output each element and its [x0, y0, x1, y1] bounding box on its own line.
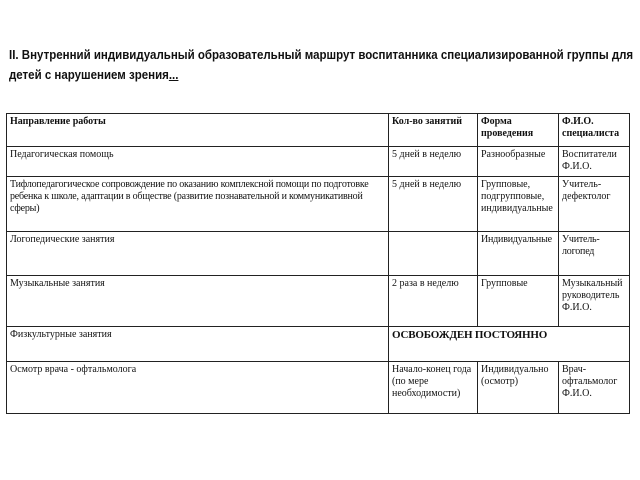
header-count: Кол-во занятий: [389, 114, 478, 147]
cell-specialist: Учитель-логопед: [559, 232, 630, 276]
title-line-1: II. Внутренний индивидуальный образовательный маршрут воспитанника специализированной группы для: [9, 48, 634, 62]
header-form: Форма проведения: [478, 114, 559, 147]
header-specialist: Ф.И.О. специалиста: [559, 114, 630, 147]
table-row: [7, 276, 630, 327]
cell-specialist: Учитель-дефектолог: [559, 177, 630, 232]
table-row: [7, 362, 630, 414]
cell-direction: Логопедические занятия: [7, 232, 389, 276]
cell-form: Индивидуально (осмотр): [478, 362, 559, 414]
cell-specialist: Воспитатели Ф.И.О.: [559, 147, 630, 177]
cell-direction: Педагогическая помощь: [7, 147, 389, 177]
header-direction: Направление работы: [7, 114, 389, 147]
cell-count: 2 раза в неделю: [389, 276, 478, 327]
cell-count: 5 дней в неделю: [389, 177, 478, 232]
cell-count: Начало-конец года (по мере необходимости): [389, 362, 478, 414]
title-line-2-text: детей с нарушением зрения: [9, 68, 169, 82]
cell-merged-status: ОСВОБОЖДЕН ПОСТОЯННО: [389, 327, 630, 362]
table-header-row: [7, 114, 630, 147]
cell-count: [389, 232, 478, 276]
cell-specialist: Музыкальный руководитель Ф.И.О.: [559, 276, 630, 327]
table-row: [7, 147, 630, 177]
table-row: [7, 177, 630, 232]
cell-direction: Физкультурные занятия: [7, 327, 389, 362]
table-row: [7, 232, 630, 276]
cell-form: Групповые: [478, 276, 559, 327]
title-line-2: [9, 65, 570, 85]
cell-form: Индивидуальные: [478, 232, 559, 276]
cell-direction: Музыкальные занятия: [7, 276, 389, 327]
document-title: [9, 45, 634, 85]
route-table: [6, 113, 630, 414]
table-row: [7, 327, 630, 362]
title-ellipsis: ...: [168, 68, 179, 82]
cell-specialist: Врач-офтальмолог Ф.И.О.: [559, 362, 630, 414]
cell-form: Разнообразные: [478, 147, 559, 177]
cell-direction: Тифлопедагогическое сопровождение по оказанию комплексной помощи по подготовке ребенка к школе, адаптации в обществе (развитие познавательной и коммуникативной сферы): [7, 177, 389, 232]
cell-count: 5 дней в неделю: [389, 147, 478, 177]
cell-form: Групповые, подгрупповые, индивидуальные: [478, 177, 559, 232]
cell-direction: Осмотр врача - офтальмолога: [7, 362, 389, 414]
